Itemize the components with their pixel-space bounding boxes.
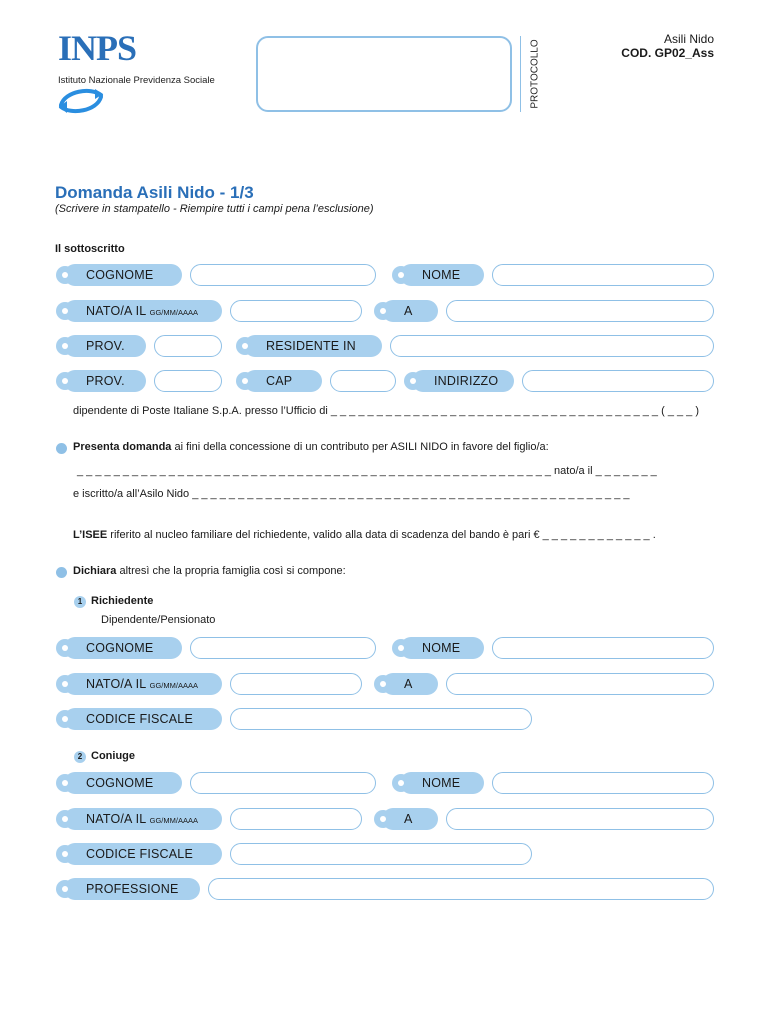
label-a-coniuge: A: [374, 808, 438, 830]
member-title-coniuge: Coniuge: [91, 750, 135, 762]
isee-line: L’ISEE riferito al nucleo familiare del richiedente, valido alla data di scadenza del bando è pari € _ _ _ _ _ _ _ _ _ _ _ _ .: [73, 529, 656, 541]
label-a-richiedente: A: [374, 673, 438, 695]
nato-il-richiedente-input[interactable]: [230, 673, 362, 695]
nome-input[interactable]: [492, 264, 714, 286]
protocol-stamp-area: [256, 36, 512, 112]
member-number-2: 2: [74, 751, 86, 763]
label-indirizzo: INDIRIZZO: [404, 370, 514, 392]
label-residente-in: RESIDENTE IN: [236, 335, 382, 357]
label-nato-il-richiedente: NATO/A IL GG/MM/AAAA: [56, 673, 222, 695]
label-cognome-richiedente: COGNOME: [56, 637, 182, 659]
label-nome-coniuge: NOME: [392, 772, 484, 794]
logo-subtitle: Istituto Nazionale Previdenza Sociale: [58, 75, 215, 86]
professione-coniuge-input[interactable]: [208, 878, 714, 900]
label-nome-richiedente: NOME: [392, 637, 484, 659]
member-title-richiedente: Richiedente: [91, 595, 154, 607]
cognome-input[interactable]: [190, 264, 376, 286]
asilo-nido-line: e iscritto/a all’Asilo Nido _ _ _ _ _ _ _ _ _ _ _ _ _ _ _ _ _ _ _ _ _ _ _ _ _ _ _ _ _ _ _ _ _ _ _ _ _ _ _ _ _ _ _ _ _ _ _ _: [73, 488, 630, 500]
label-professione-coniuge: PROFESSIONE: [56, 878, 200, 900]
prov-nascita-input[interactable]: [154, 335, 222, 357]
protocol-divider: [520, 36, 521, 112]
label-prov-residenza: PROV.: [56, 370, 146, 392]
member-note-dipendente: Dipendente/Pensionato: [101, 614, 216, 626]
cognome-richiedente-input[interactable]: [190, 637, 376, 659]
inps-swirl-logo-icon: [55, 85, 107, 117]
member-number-1: 1: [74, 596, 86, 608]
nato-il-input[interactable]: [230, 300, 362, 322]
codice-fiscale-coniuge-input[interactable]: [230, 843, 532, 865]
luogo-nascita-input[interactable]: [446, 300, 714, 322]
label-a: A: [374, 300, 438, 322]
figlio-line: _ _ _ _ _ _ _ _ _ _ _ _ _ _ _ _ _ _ _ _ _ _ _ _ _ _ _ _ _ _ _ _ _ _ _ _ _ _ _ _ _ _ _ _ _ _ _ _ _ _ _ _ nato/a il _ _ _ _ _ _ _: [77, 465, 657, 477]
label-nome: NOME: [392, 264, 484, 286]
label-nato-il: NATO/A IL GG/MM/AAAA: [56, 300, 222, 322]
prov-residenza-input[interactable]: [154, 370, 222, 392]
form-title: Domanda Asili Nido - 1/3: [55, 183, 254, 202]
label-prov: PROV.: [56, 335, 146, 357]
label-cognome-coniuge: COGNOME: [56, 772, 182, 794]
cap-input[interactable]: [330, 370, 396, 392]
indirizzo-input[interactable]: [522, 370, 714, 392]
label-nato-il-coniuge: NATO/A IL GG/MM/AAAA: [56, 808, 222, 830]
label-cognome: COGNOME: [56, 264, 182, 286]
bullet-presenta: [56, 443, 67, 454]
bullet-dichiara: [56, 567, 67, 578]
ufficio-line: dipendente di Poste Italiane S.p.A. presso l’Ufficio di _ _ _ _ _ _ _ _ _ _ _ _ _ _ _ _ _ _ _ _ _ _ _ _ _ _ _ _ _ _ _ _ _ _ _ _ ( _ _ _ ): [73, 405, 700, 417]
document-code: COD. GP02_Ass: [621, 46, 714, 60]
nome-richiedente-input[interactable]: [492, 637, 714, 659]
nato-il-coniuge-input[interactable]: [230, 808, 362, 830]
label-codice-fiscale-coniuge: CODICE FISCALE: [56, 843, 222, 865]
cognome-coniuge-input[interactable]: [190, 772, 376, 794]
inps-logo-text: INPS: [58, 28, 137, 68]
codice-fiscale-richiedente-input[interactable]: [230, 708, 532, 730]
form-subtitle: (Scrivere in stampatello - Riempire tutti i campi pena l’esclusione): [55, 203, 374, 215]
label-codice-fiscale-richiedente: CODICE FISCALE: [56, 708, 222, 730]
luogo-nascita-coniuge-input[interactable]: [446, 808, 714, 830]
luogo-nascita-richiedente-input[interactable]: [446, 673, 714, 695]
document-name: Asili Nido: [663, 32, 714, 46]
section-label-sottoscritto: Il sottoscritto: [55, 243, 125, 255]
presenta-domanda-line: Presenta domanda ai fini della concessione di un contributo per ASILI NIDO in favore del figlio/a:: [73, 441, 549, 453]
nome-coniuge-input[interactable]: [492, 772, 714, 794]
residente-in-input[interactable]: [390, 335, 714, 357]
label-cap: CAP: [236, 370, 322, 392]
protocol-label: PROTOCOLLO: [529, 39, 541, 109]
dichiara-line: Dichiara altresì che la propria famiglia così si compone:: [73, 565, 346, 577]
